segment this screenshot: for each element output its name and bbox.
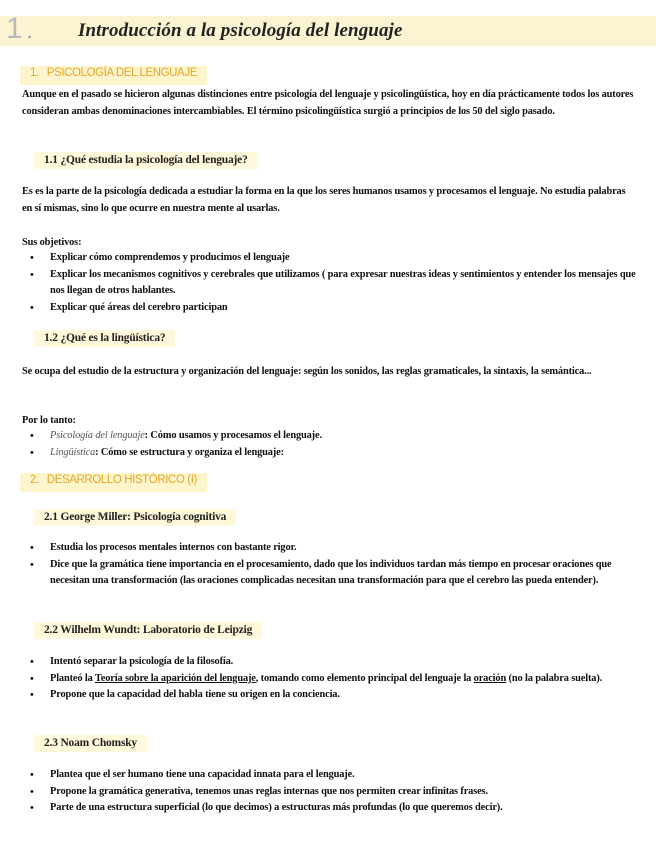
list-item: • Planteó la Teoría sobre la aparición del lenguaje, tomando como elemento principal del lenguaje la oración (no la palabra suelta).	[22, 671, 636, 688]
term: Psicología del lenguaje	[50, 430, 145, 441]
subsection-1-2-heading: 1.2 ¿Qué es la lingüística?	[34, 330, 175, 347]
list-item: • Psicología del lenguaje: Cómo usamos y procesamos el lenguaje.	[22, 428, 636, 445]
subsection-2-1-heading: 2.1 George Miller: Psicología cognitiva	[34, 509, 236, 526]
list-item: • Intentó separar la psicología de la filosofía.	[22, 654, 636, 671]
definitions-list	[22, 428, 636, 461]
list-item: • Explicar los mecanismos cognitivos y cerebrales que utilizamos ( para expresar nuestras ideas y sentimientos y entender los mensajes que nos llegan de otros hablantes.	[22, 267, 636, 300]
section-1-heading: 1. PSICOLOGÍA DEL LENGUAJE	[20, 66, 207, 85]
subsection-2-3-heading: 2.3 Noam Chomsky	[34, 735, 147, 752]
therefore-label: Por lo tanto:	[22, 415, 76, 426]
list-item: • Dice que la gramática tiene importancia en el procesamiento, dado que los individuos tardan más tiempo en procesar oraciones que necesitan una transformación (las oraciones complicadas necesitan una transformación para que el cerebro las pueda entender).	[22, 557, 636, 590]
chapter-title-bar	[0, 12, 656, 46]
subsection-1-1-text: Es es la parte de la psicología dedicada a estudiar la forma en la que los seres humanos usamos y procesamos el lenguaje. No estudia palabras en sí mismas, sino lo que ocurre en nuestra mente al usarlas.	[22, 186, 626, 214]
list-item: • Estudia los procesos mentales internos con bastante rigor.	[22, 540, 636, 557]
list-item: • Propone la gramática generativa, tenemos unas reglas internas que nos permiten crear infinitas frases.	[22, 784, 636, 801]
underlined-term: Teoría sobre la aparición del lenguaje	[94, 672, 256, 684]
term: Lingüística	[50, 446, 96, 458]
list-item: • Explicar qué áreas del cerebro participan	[22, 300, 636, 317]
list-item: • Plantea que el ser humano tiene una capacidad innata para el lenguaje.	[22, 767, 636, 784]
subsection-2-2-heading: 2.2 Wilhelm Wundt: Laboratorio de Leipzig	[34, 622, 262, 639]
section-2-heading: 2. DESARROLLO HISTÓRICO (I)	[20, 473, 207, 492]
subsection-1-1-heading: 1.1 ¿Qué estudia la psicología del lenguaje?	[34, 152, 258, 169]
list-item: • Parte de una estructura superficial (lo que decimos) a estructuras más profundas (lo que queremos decir).	[22, 800, 636, 817]
chomsky-list	[22, 767, 636, 817]
subsection-1-2-text: Se ocupa del estudio de la estructura y organización del lenguaje: según los sonidos, las reglas gramaticales, la sintaxis, la semántica...	[22, 366, 592, 377]
objectives-list	[22, 250, 636, 316]
miller-list	[22, 540, 636, 590]
section-1-intro: Aunque en el pasado se hicieron algunas distinciones entre psicología del lenguaje y psicolingüística, hoy en día prácticamente todos los autores consideran ambas denominaciones intercambiables. El término psicolingüística surgió a principios de los 50 del siglo pasado.	[22, 89, 634, 117]
wundt-list	[22, 654, 636, 704]
list-item: • Propone que la capacidad del habla tiene su origen en la conciencia.	[22, 687, 636, 704]
underlined-term: oración	[473, 672, 507, 684]
list-item: • Explicar cómo comprendemos y producimos el lenguaje	[22, 250, 636, 267]
chapter-title: Introducción a la psicología del lenguaje	[78, 20, 403, 41]
list-item: • Lingüística: Cómo se estructura y organiza el lenguaje:	[22, 445, 636, 462]
chapter-number: 1 .	[6, 12, 33, 45]
objectives-label: Sus objetivos:	[22, 237, 82, 248]
